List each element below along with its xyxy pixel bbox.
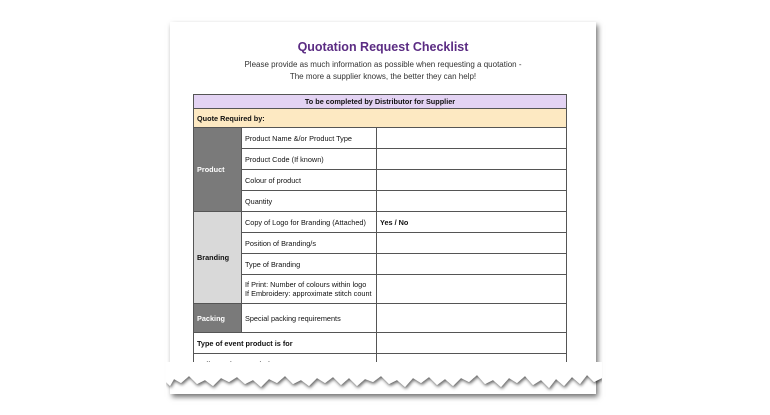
product-category: Product [194, 128, 242, 212]
print-embroidery-label [242, 275, 377, 304]
event-type-label: Type of event product is for [194, 333, 377, 354]
print-colours-line: If Print: Number of colours within logo [245, 280, 367, 289]
packing-category: Packing [194, 304, 242, 333]
embroidery-stitch-line: If Embroidery: approximate stitch count [245, 289, 372, 298]
page-title: Quotation Request Checklist [297, 40, 469, 54]
product-name-label: Product Name &/or Product Type [242, 128, 377, 149]
logo-label: Copy of Logo for Branding (Attached) [242, 212, 377, 233]
print-embroidery-value[interactable] [377, 275, 567, 304]
document-page [170, 22, 596, 394]
quote-required-row: Quote Required by: [194, 109, 567, 128]
branding-type-value[interactable] [377, 254, 567, 275]
branding-category: Branding [194, 212, 242, 304]
product-colour-label: Colour of product [242, 170, 377, 191]
branding-type-label: Type of Branding [242, 254, 377, 275]
branding-position-value[interactable] [377, 233, 567, 254]
subtitle-line-2: The more a supplier knows, the better they can help! [289, 72, 477, 81]
event-type-value[interactable] [377, 333, 567, 354]
table-header: To be completed by Distributor for Supplier [194, 95, 567, 109]
torn-edge-cover [166, 362, 602, 368]
product-name-value[interactable] [377, 128, 567, 149]
branding-position-label: Position of Branding/s [242, 233, 377, 254]
packing-value[interactable] [377, 304, 567, 333]
logo-value[interactable]: Yes / No [377, 212, 567, 233]
checklist-table [193, 94, 567, 375]
torn-edge [166, 362, 602, 415]
subtitle-line-1: Please provide as much information as possible when requesting a quotation - [244, 60, 522, 69]
product-code-value[interactable] [377, 149, 567, 170]
quantity-label: Quantity [242, 191, 377, 212]
product-colour-value[interactable] [377, 170, 567, 191]
product-code-label: Product Code (If known) [242, 149, 377, 170]
packing-label: Special packing requirements [242, 304, 377, 333]
quantity-value[interactable] [377, 191, 567, 212]
